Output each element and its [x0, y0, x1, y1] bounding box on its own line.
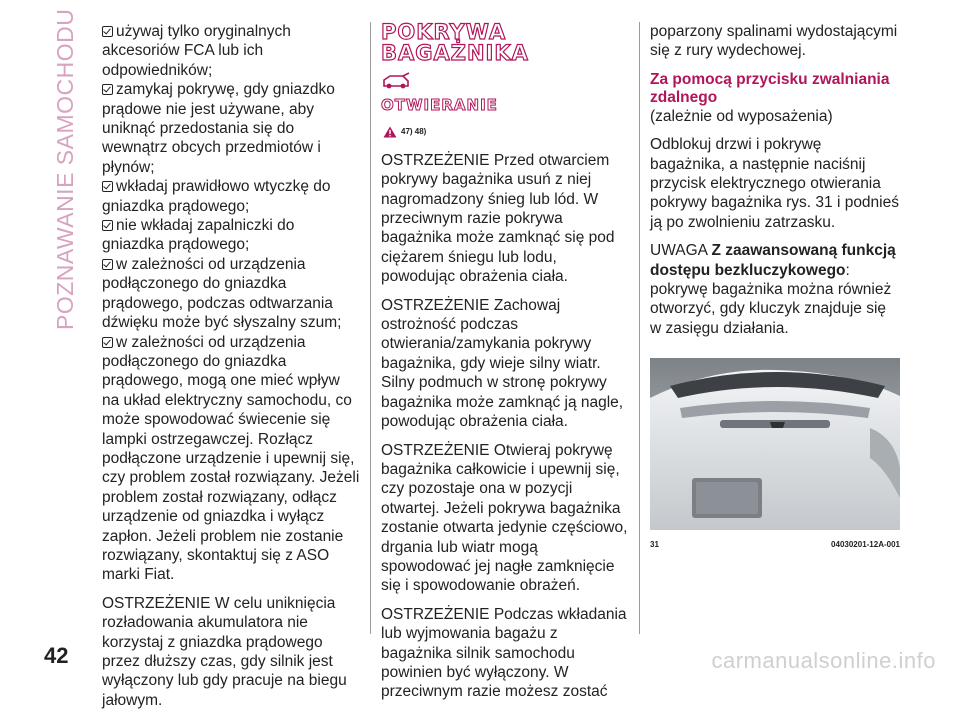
warning-triangle-icon — [383, 126, 397, 138]
subsection-heading: Za pomocą przycisku zwalniania zdalnego — [650, 70, 890, 106]
figure-number: 31 — [650, 540, 659, 550]
checkbox-bullet-icon — [102, 26, 113, 37]
list-item: w zależności od urządzenia podłączonego do gniazdka prądowego, mogą one mieć wpływ na układ elektryczny samochodu, co może spowodować świecenie się lampki ostrzegawczej. Rozłącz podłączone urządzenie i upewnij się, czy problem został rozwiązany. Jeżeli problem został rozwiązany, odłącz urządzenie od gniazdka i wyłącz zapłon. Jeżeli problem nie zostanie rozwiązany, skontaktuj się z ASO marki Fiat. — [102, 333, 360, 584]
column-1 — [102, 22, 360, 710]
warning-paragraph: OSTRZEŻENIE Otwieraj pokrywę bagażnika całkowicie i upewnij się, czy pozostaje ona w pozycji otwartej. Jeżeli pokrywa bagażnika zostanie otwarta jedynie częściowo, drgania lub wiatr mogą spowodować jej nagłe zamknięcie się i spowodowanie obrażeń. — [381, 441, 628, 595]
warning-paragraph: OSTRZEŻENIE Podczas wkładania lub wyjmowania bagażu z bagażnika silnik samochodu powinien być wyłączony. W przeciwnym razie możesz zostać — [381, 605, 627, 701]
checkbox-bullet-icon — [102, 220, 113, 231]
list-item: używaj tylko oryginalnych akcesoriów FCA lub ich odpowiedników; — [102, 23, 291, 79]
column-divider — [639, 22, 640, 634]
list-item: wkładaj prawidłowo wtyczkę do gniazdka prądowego; — [102, 178, 331, 215]
checkbox-bullet-icon — [102, 259, 113, 270]
trunk-photo — [650, 358, 900, 530]
section-title: POKRYWA BAGAŻNIKA — [381, 20, 529, 65]
column-divider — [370, 22, 371, 634]
checkbox-bullet-icon — [102, 84, 113, 95]
warning-paragraph: OSTRZEŻENIE Przed otwarciem pokrywy bagażnika usuń z niej nagromadzony śnieg lub lód. W przeciwnym razie pokrywa bagażnika może zamknąć się pod ciężarem śniegu lub lodu, powodując obrażenia ciała. — [381, 151, 615, 286]
footer-watermark: carmanualsonline.info — [711, 648, 936, 673]
equipment-note: (zależnie od wyposażenia) — [650, 107, 833, 125]
instruction-paragraph: Odblokuj drzwi i pokrywę bagażnika, a następnie naciśnij przycisk elektrycznego otwierania pokrywy bagażnika rys. 31 i podnieś ją po zwolnieniu zatrzasku. — [650, 136, 899, 231]
warning-note: OSTRZEŻENIE W celu uniknięcia rozładowania akumulatora nie korzystaj z gniazdka prądowego przez dłuższy czas, gdy silnik jest wyłączony lub gdy pracuje na biegu jałowym. — [102, 594, 347, 709]
car-trunk-icon — [381, 72, 411, 90]
note-paragraph: UWAGA Z zaawansowaną funkcją dostępu bezkluczykowego: pokrywę bagażnika można również otworzyć, gdy kluczyk znajduje się w zasięgu działania. — [650, 242, 896, 337]
figure-caption — [650, 535, 900, 554]
list-item: zamykaj pokrywę, gdy gniazdko prądowe nie jest używane, aby uniknąć przedostania się do wewnątrz obcych przedmiotów i płynów; — [102, 81, 335, 176]
checkbox-bullet-icon — [102, 337, 113, 348]
figure-code: 04030201-12A-001 — [831, 540, 900, 550]
warning-paragraph: OSTRZEŻENIE Zachowaj ostrożność podczas otwierania/zamykania pokrywy bagażnika, gdy wieje silny wiatr. Silny podmuch w stronę pokrywy bagażnika może zamknąć ją nagle, powodując obrażenia ciała. — [381, 296, 624, 431]
column-3 — [650, 22, 900, 555]
continuation-text: poparzony spalinami wydostającymi się z rury wydechowej. — [650, 23, 898, 60]
warning-reference: 47) 48) — [383, 122, 631, 141]
side-section-title: POZNAWANIE SAMOCHODU — [52, 8, 78, 330]
list-item: nie wkładaj zapalniczki do gniazdka prądowego; — [102, 217, 295, 254]
checkbox-bullet-icon — [102, 181, 113, 192]
list-item: w zależności od urządzenia podłączonego do gniazdka prądowego, podczas odtwarzania dźwięku może być słyszalny szum; — [102, 255, 342, 332]
page-number: 42 — [44, 643, 69, 668]
subsection-title: OTWIERANIE — [381, 96, 498, 114]
figure — [650, 358, 900, 554]
column-2 — [381, 22, 631, 702]
